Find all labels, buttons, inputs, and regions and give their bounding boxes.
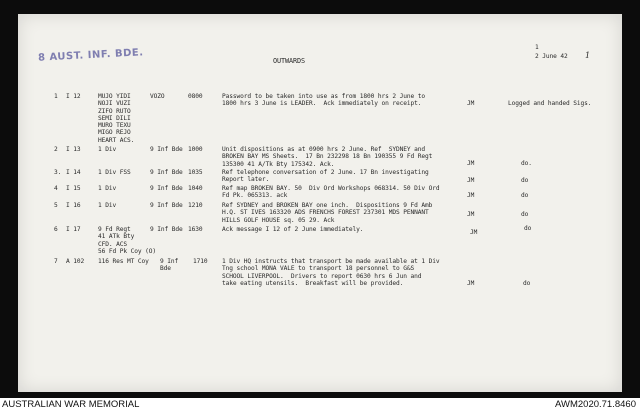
footer-institution: AUSTRALIAN WAR MEMORIAL — [2, 399, 140, 410]
entry-remarks: do. — [521, 160, 532, 167]
entry-time: 1000 — [188, 146, 203, 153]
entry-message: Ref SYDNEY and BROKEN BAY one inch. Dispositions 9 Fd Amb H.Q. ST IVES 163320 ADS FRENCHS FOREST 237301 MDS PENNANT HILLS GOLF HOUSE sq. 05 29. Ack — [222, 202, 433, 224]
entry-remarks: do — [521, 177, 529, 184]
entry-from: 1 Div — [98, 202, 117, 209]
entry-from: 1 Div — [98, 185, 117, 192]
entry-message: Ref telephone conversation of 2 June. 17 Bn investigating Report later. — [222, 169, 429, 184]
entry-initials: JM — [467, 280, 475, 287]
document-page — [18, 14, 622, 392]
entry-number: I 17 — [66, 226, 81, 233]
entry-remarks: do — [521, 211, 529, 218]
entry-number: A 102 — [66, 258, 85, 265]
entry-time: 1035 — [188, 169, 203, 176]
entry-serial: 2 — [54, 146, 58, 153]
entry-initials: JM — [467, 177, 475, 184]
page-mark: 1 — [585, 51, 590, 60]
entry-message: Ack message I 12 of 2 June immediately. — [222, 226, 364, 233]
entry-to: 9 Inf Bde — [160, 258, 179, 273]
entry-remarks: do — [521, 192, 529, 199]
entry-serial: 4 — [54, 185, 58, 192]
entry-from: 1 Div FSS — [98, 169, 131, 176]
entry-from: 9 Fd Regt 41 ATk Bty CFD. ACS 56 Fd Pk Coy (O) — [98, 226, 157, 255]
entry-initials: JM — [467, 100, 475, 107]
entry-serial: 5 — [54, 202, 58, 209]
entry-time: 1210 — [188, 202, 203, 209]
entry-time: 0800 — [188, 93, 203, 100]
entry-initials: JM — [467, 211, 475, 218]
entry-message: Ref map BROKEN BAY. 50 Div Ord Workshops 068314. 50 Div Ord Fd Pk. 065313. ack — [222, 185, 440, 200]
entry-serial: 1 — [54, 93, 58, 100]
entry-number: I 15 — [66, 185, 81, 192]
entry-number: I 16 — [66, 202, 81, 209]
document-date: 2 June 42 — [535, 53, 568, 60]
entry-from: 1 Div — [98, 146, 117, 153]
entry-number: I 14 — [66, 169, 81, 176]
entry-time: 1630 — [188, 226, 203, 233]
entry-to: 9 Inf Bde — [150, 169, 183, 176]
archive-footer — [0, 398, 640, 412]
entry-to: 9 Inf Bde — [150, 226, 183, 233]
entry-to: VOZO — [150, 93, 165, 100]
entry-serial: 3. — [54, 169, 62, 176]
entry-time: 1040 — [188, 185, 203, 192]
entry-message: Password to be taken into use as from 1800 hrs 2 June to 1800 hrs 3 June is LEADER. Ack immediately on receipt. — [222, 93, 426, 108]
entry-from: MUJO YIDI NOJI VUZI ZIFO RUTO SEMI DILI MURO TEXU MIGO REJO HEART ACS. — [98, 93, 135, 144]
entry-message: Unit dispositions as at 0900 hrs 2 June. Ref SYDNEY and BROKEN BAY MS Sheets. 17 Bn 232298 18 Bn 190355 9 Fd Regt 135300 41 A/Tk Bty 175342. Ack. — [222, 146, 433, 168]
entry-message: 1 Div HQ instructs that transport be made available at 1 Div Tng school MONA VALE to transport 18 personnel to G&S SCHOOL LIVERPOOL. Drivers to report 0630 hrs 6 Jun and take eating utensils. Breakfast will be provided. — [222, 258, 440, 287]
entry-time: 1710 — [193, 258, 208, 265]
entry-initials: JM — [467, 192, 475, 199]
entry-remarks: Logged and handed Sigs. — [508, 100, 592, 107]
entry-number: I 13 — [66, 146, 81, 153]
entry-number: I 12 — [66, 93, 81, 100]
entry-initials: JM — [470, 229, 478, 236]
entry-remarks: do — [524, 225, 532, 232]
unit-stamp: 8 AUST. INF. BDE. — [37, 47, 144, 64]
entry-to: 9 Inf Bde — [150, 146, 183, 153]
entry-to: 9 Inf Bde — [150, 185, 183, 192]
entry-remarks: do — [523, 280, 531, 287]
page-number: 1 — [535, 44, 539, 51]
entry-serial: 6 — [54, 226, 58, 233]
entry-to: 9 Inf Bde — [150, 202, 183, 209]
document-title: OUTWARDS — [273, 57, 305, 65]
footer-accession-number: AWM2020.71.8460 — [555, 399, 636, 410]
entry-serial: 7 — [54, 258, 58, 265]
entry-from: 116 Res MT Coy — [98, 258, 149, 265]
entry-initials: JM — [467, 160, 475, 167]
